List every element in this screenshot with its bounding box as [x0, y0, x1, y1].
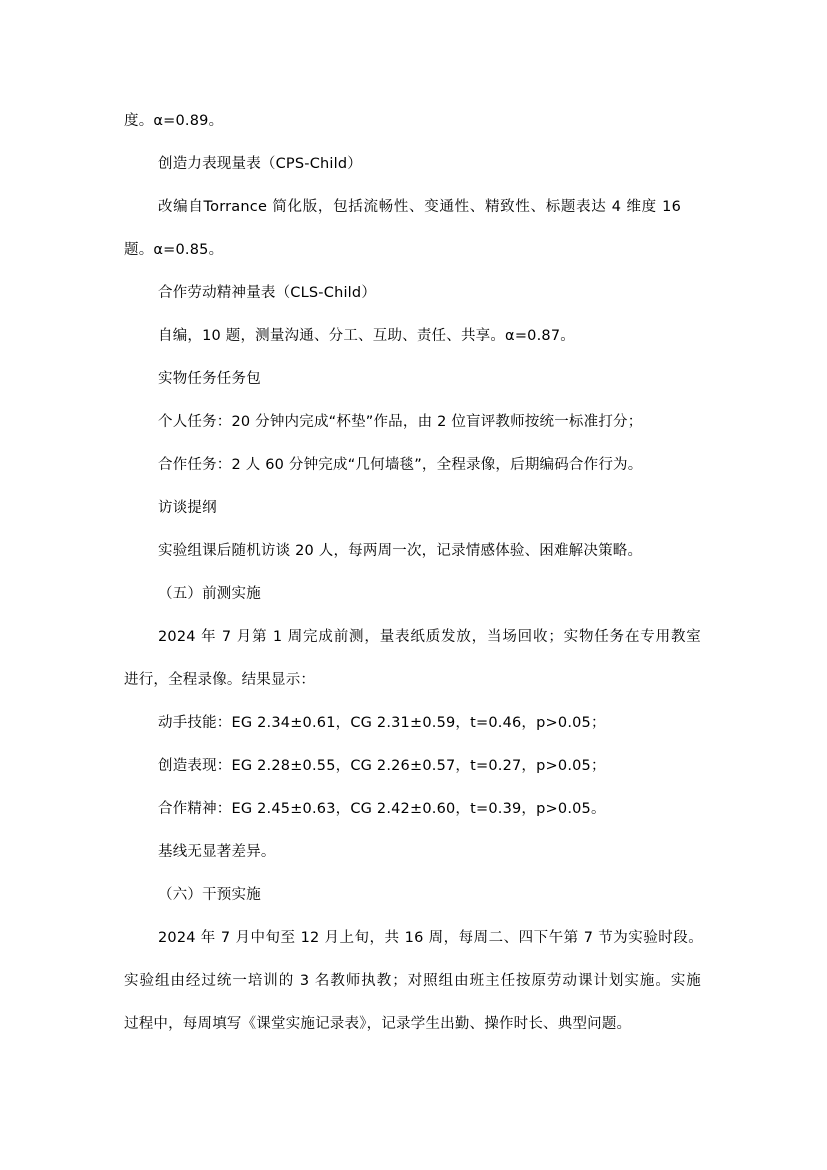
text-line: 个人任务：20 分钟内完成“杯垫”作品，由 2 位盲评教师按统一标准打分； — [158, 414, 643, 430]
section-heading: 创造力表现量表（CPS-Child） — [158, 156, 362, 172]
section-heading: （六）干预实施 — [158, 887, 261, 903]
stat-line: 创造表现：EG 2.28±0.55，CG 2.26±0.57，t=0.27，p>0.05； — [158, 758, 606, 774]
text-line: 自编，10 题，测量沟通、分工、互助、责任、共享。α=0.87。 — [158, 328, 575, 344]
text-line: 改编自Torrance 简化版，包括流畅性、变通性、精致性、标题表达 4 维度 16 — [158, 199, 681, 215]
text-line: 2024 年 7 月中旬至 12 月上旬，共 16 周，每周二、四下午第 7 节为实验时段。 — [158, 930, 703, 946]
text-line: 基线无显著差异。 — [158, 844, 276, 860]
text-line: 实验组由经过统一培训的 3 名教师执教；对照组由班主任按原劳动课计划实施。实施 — [124, 973, 701, 989]
section-heading: 合作劳动精神量表（CLS-Child） — [158, 285, 377, 301]
section-heading: （五）前测实施 — [158, 586, 261, 602]
text-line: 2024 年 7 月第 1 周完成前测，量表纸质发放，当场回收；实物任务在专用教室 — [158, 629, 701, 645]
section-heading: 实物任务任务包 — [158, 371, 261, 387]
text-line: 合作任务：2 人 60 分钟完成“几何墙毯”，全程录像，后期编码合作行为。 — [158, 457, 643, 473]
section-heading: 访谈提纲 — [158, 500, 217, 516]
stat-line: 动手技能：EG 2.34±0.61，CG 2.31±0.59，t=0.46，p>0.05； — [158, 715, 606, 731]
stat-line: 合作精神：EG 2.45±0.63，CG 2.42±0.60，t=0.39，p>0.05。 — [158, 801, 606, 817]
text-line: 进行，全程录像。结果显示： — [124, 672, 316, 688]
text-line: 题。α=0.85。 — [124, 242, 224, 258]
text-line: 度。α=0.89。 — [124, 113, 224, 129]
text-line: 实验组课后随机访谈 20 人，每两周一次，记录情感体验、困难解决策略。 — [158, 543, 643, 559]
text-line: 过程中，每周填写《课堂实施记录表》，记录学生出勤、操作时长、典型问题。 — [124, 1016, 632, 1032]
